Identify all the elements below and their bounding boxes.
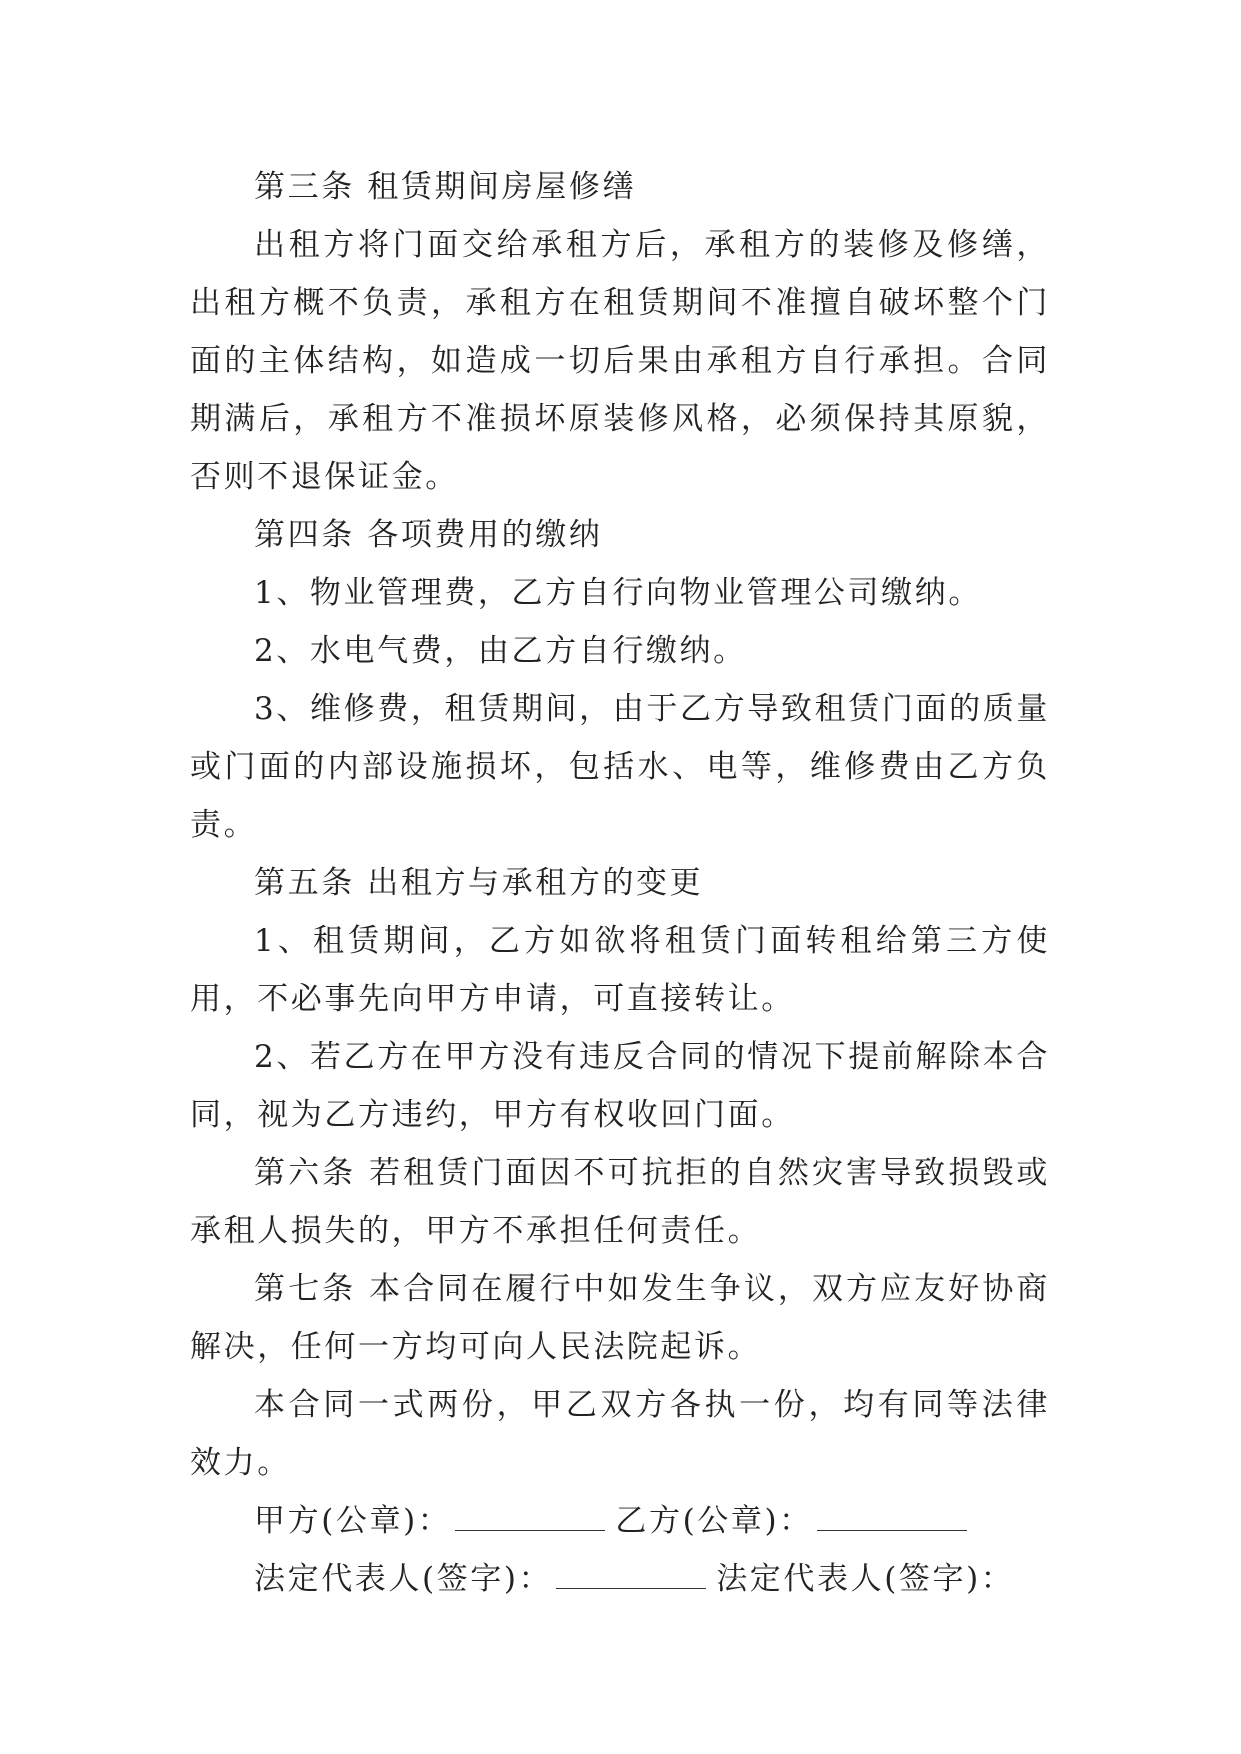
article-5-item-1: 1、租赁期间，乙方如欲将租赁门面转租给第三方使用，不必事先向甲方申请，可直接转让。	[190, 923, 1050, 1017]
article-7-text: 第七条 本合同在履行中如发生争议，双方应友好协商解决，任何一方均可向人民法院起诉。	[190, 1271, 1050, 1365]
article-3-text: 出租方将门面交给承租方后，承租方的装修及修缮，出租方概不负责，承租方在租赁期间不准擅自破坏整个门面的主体结构，如造成一切后果由承租方自行承担。合同期满后，承租方不准损坏原装修风格，必须保持其原貌，否则不退保证金。	[190, 227, 1050, 495]
party-a-rep-label: 法定代表人(签字)：	[254, 1561, 553, 1597]
seal-line	[190, 1492, 1050, 1550]
contract-body	[190, 158, 1050, 1608]
copies-clause: 本合同一式两份，甲乙双方各执一份，均有同等法律效力。	[190, 1387, 1050, 1481]
article-4-heading: 第四条 各项费用的缴纳	[254, 517, 603, 553]
party-b-seal-label: 乙方(公章)：	[615, 1503, 813, 1539]
party-a-seal-blank	[455, 1500, 605, 1531]
representative-line	[190, 1550, 1050, 1608]
party-b-rep-label: 法定代表人(签字)：	[716, 1561, 1015, 1597]
party-b-seal-blank	[817, 1500, 967, 1531]
article-3-heading: 第三条 租赁期间房屋修缮	[254, 169, 637, 205]
article-4-item-1: 1、物业管理费，乙方自行向物业管理公司缴纳。	[254, 575, 982, 611]
article-4-item-3: 3、维修费，租赁期间，由于乙方导致租赁门面的质量或门面的内部设施损坏，包括水、电等，维修费由乙方负责。	[190, 691, 1050, 843]
article-4-item-2: 2、水电气费，由乙方自行缴纳。	[254, 633, 747, 669]
article-5-item-2: 2、若乙方在甲方没有违反合同的情况下提前解除本合同，视为乙方违约，甲方有权收回门面。	[190, 1039, 1050, 1133]
party-a-rep-blank	[556, 1558, 706, 1589]
article-5-heading: 第五条 出租方与承租方的变更	[254, 865, 704, 901]
article-6-text: 第六条 若租赁门面因不可抗拒的自然灾害导致损毁或承租人损失的，甲方不承担任何责任。	[190, 1155, 1050, 1249]
party-a-seal-label: 甲方(公章)：	[254, 1503, 452, 1539]
